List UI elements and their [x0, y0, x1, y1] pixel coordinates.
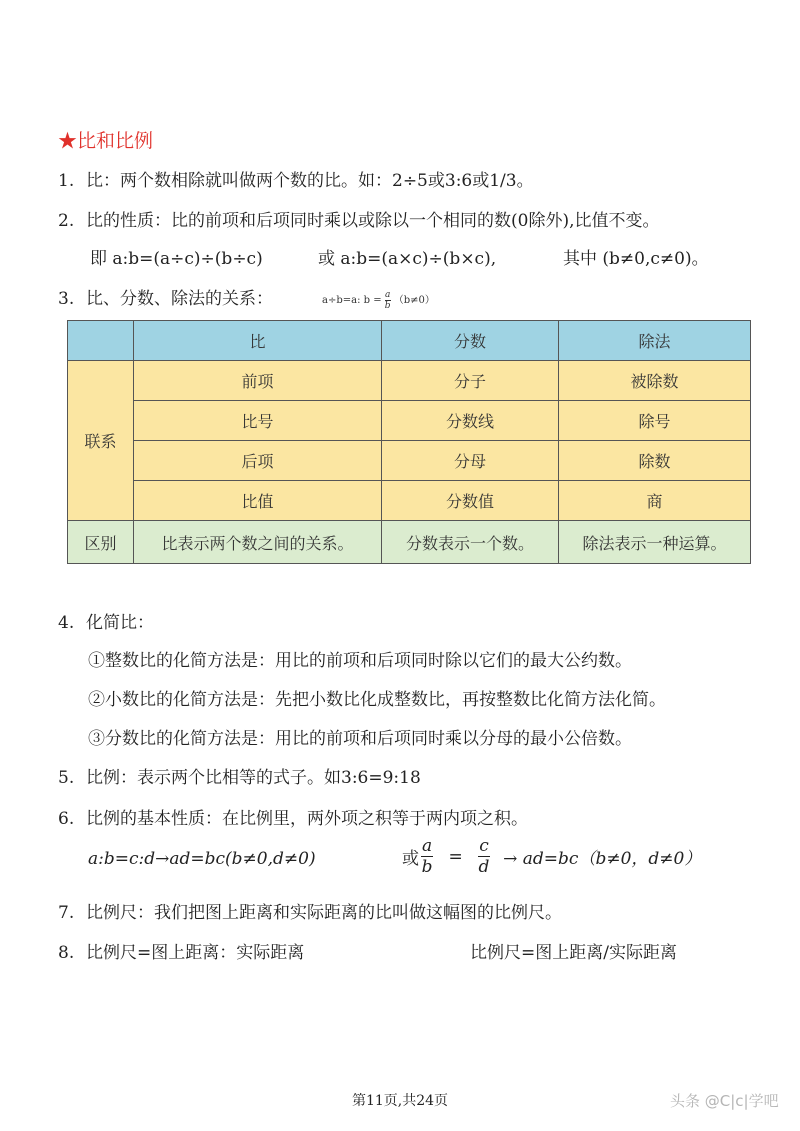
- table-cell: 分母: [382, 441, 559, 481]
- table-header-cell: 除法: [559, 321, 751, 361]
- simplify-integer: ①整数比的化简方法是：用比的前项和后项同时除以它们的最大公约数。: [88, 651, 632, 671]
- relation-table: [67, 320, 751, 564]
- table-header-cell: [68, 321, 134, 361]
- item-7: [58, 898, 562, 923]
- item-number: 2.: [58, 211, 75, 231]
- table-row: [68, 361, 751, 401]
- table-cell: 分子: [382, 361, 559, 401]
- relation-formula: [322, 290, 435, 311]
- table-cell: 除法表示一种运算。: [559, 521, 751, 564]
- table-cell: 比号: [134, 401, 382, 441]
- fraction-denominator: b: [384, 301, 391, 311]
- scale-formula-alt: 比例尺=图上距离/实际距离: [470, 943, 677, 963]
- item-8: [58, 938, 304, 963]
- table-row: [68, 481, 751, 521]
- table-cell: 比表示两个数之间的关系。: [134, 521, 382, 564]
- fraction-numerator: a: [422, 836, 433, 856]
- property-multiplication: 或 a:b=(a×c)÷(b×c),: [318, 249, 497, 269]
- table-cell: 被除数: [559, 361, 751, 401]
- formula-suffix: （b≠0）: [393, 295, 435, 306]
- item-text: 比例：表示两个比相等的式子。如3:6=9:18: [86, 768, 421, 788]
- simplify-decimal: ②小数比的化简方法是：先把小数比化成整数比，再按整数比化简方法化简。: [88, 690, 666, 710]
- table-header-cell: 分数: [382, 321, 559, 361]
- table-header-row: [68, 321, 751, 361]
- group-label-link: 联系: [68, 361, 134, 521]
- table-row: [68, 441, 751, 481]
- equals-sign: =: [448, 846, 463, 867]
- fraction-a-b: [421, 836, 433, 877]
- item-5: [58, 763, 421, 788]
- table-cell: 分数值: [382, 481, 559, 521]
- item-number: 4.: [58, 613, 75, 633]
- item-2: [58, 206, 659, 231]
- fraction-numerator: a: [384, 290, 391, 300]
- item-text: 比：两个数相除就叫做两个数的比。如：2÷5或3:6或1/3。: [86, 171, 534, 191]
- item-number: 6.: [58, 809, 75, 829]
- item-3: [58, 284, 273, 309]
- table-row-difference: [68, 521, 751, 564]
- item-4: [58, 608, 154, 633]
- item-number: 1.: [58, 171, 75, 191]
- fraction-denominator: b: [421, 857, 433, 877]
- item-6: [58, 804, 528, 829]
- table-cell: 比值: [134, 481, 382, 521]
- item-number: 3.: [58, 289, 75, 309]
- table-cell: 商: [559, 481, 751, 521]
- item-text: 比例尺：我们把图上距离和实际距离的比叫做这幅图的比例尺。: [86, 903, 562, 923]
- formula-prefix: a÷b=a: b =: [322, 295, 382, 306]
- item-number: 5.: [58, 768, 75, 788]
- fraction-denominator: d: [478, 857, 490, 877]
- item-text: 比例的基本性质：在比例里，两外项之积等于两内项之积。: [86, 809, 528, 829]
- property-condition: 其中 (b≠0,c≠0)。: [563, 249, 709, 269]
- table-row: [68, 401, 751, 441]
- item-text: 化简比：: [86, 613, 154, 633]
- table-cell: 除数: [559, 441, 751, 481]
- fraction-numerator: c: [479, 836, 489, 856]
- table-cell: 后项: [134, 441, 382, 481]
- proportion-fraction-formula: [402, 836, 701, 877]
- watermark: 头条 @C|c|学吧: [670, 1092, 779, 1110]
- table-cell: 前项: [134, 361, 382, 401]
- or-label: 或: [402, 849, 419, 869]
- formula-fraction: [385, 290, 391, 311]
- property-division: 即 a:b=(a÷c)÷(b÷c): [90, 249, 263, 269]
- item-text: 比的性质：比的前项和后项同时乘以或除以一个相同的数(0除外),比值不变。: [86, 211, 660, 231]
- table-header-cell: 比: [134, 321, 382, 361]
- group-label-difference: 区别: [68, 521, 134, 564]
- item-text: 比例尺=图上距离：实际距离: [86, 943, 305, 963]
- table-cell: 除号: [559, 401, 751, 441]
- section-title: ★比和比例: [58, 130, 154, 152]
- table-cell: 分数线: [382, 401, 559, 441]
- table-cell: 分数表示一个数。: [382, 521, 559, 564]
- fraction-conclusion: → ad=bc（b≠0，d≠0）: [503, 849, 702, 869]
- simplify-fraction: ③分数比的化简方法是：用比的前项和后项同时乘以分母的最小公倍数。: [88, 729, 632, 749]
- item-1: [58, 166, 534, 191]
- fraction-c-d: [478, 836, 490, 877]
- item-text: 比、分数、除法的关系：: [86, 289, 273, 309]
- proportion-formula: a:b=c:d→ad=bc(b≠0,d≠0): [88, 849, 316, 869]
- page-footer: 第11页,共24页: [351, 1093, 449, 1109]
- item-number: 7.: [58, 903, 75, 923]
- item-number: 8.: [58, 943, 75, 963]
